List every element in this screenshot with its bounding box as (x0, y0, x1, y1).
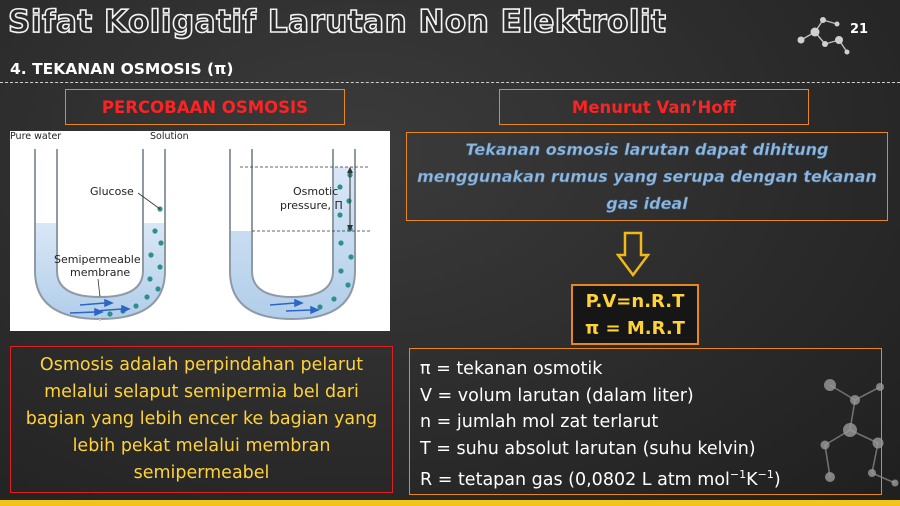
osmosis-definition: Osmosis adalah perpindahan pelarut melalui selaput semipermia bel dari bagian yang lebih encer ke bagian yang lebih pekat melalui membran semipermeabel (10, 346, 393, 493)
experiment-heading: PERCOBAAN OSMOSIS (65, 89, 345, 125)
legend-r-k: K (746, 469, 758, 490)
header-divider (0, 82, 900, 83)
legend-n: n = jumlah mol zat terlarut (420, 412, 659, 432)
vanthoff-statement: Tekanan osmosis larutan dapat dihitung menggunakan rumus yang serupa dengan tekanan gas ideal (406, 132, 888, 221)
legend-pi: π = tekanan osmotik (420, 359, 603, 379)
legend-r-exp-mol: −1 (729, 468, 747, 481)
molecule-network-icon (800, 365, 900, 495)
label-glucose: Glucose (90, 185, 134, 198)
label-solution: Solution (150, 131, 189, 142)
slide-number: 21 (850, 22, 869, 37)
molecule-icon (793, 10, 853, 60)
osmosis-diagram (10, 131, 390, 331)
formula-box (571, 284, 699, 345)
bottom-accent-bar (0, 500, 900, 506)
legend-r-end: ) (773, 469, 781, 490)
label-osmotic-pressure: pressure, Π (280, 199, 343, 212)
legend-r-exp-k: −1 (757, 468, 774, 481)
formula-osmotic: π = M.R.T (585, 317, 685, 339)
label-osmotic: Osmotic (293, 185, 339, 198)
section-subtitle: 4. TEKANAN OSMOSIS (π) (10, 60, 234, 78)
vanthoff-heading: Menurut Van’Hoff (499, 89, 809, 125)
page-title: Sifat Koligatif Larutan Non Elektrolit (8, 4, 667, 40)
legend-t: T = suhu absolut larutan (suhu kelvin) (420, 438, 756, 459)
formula-ideal-gas: P.V=n.R.T (585, 290, 685, 312)
arrow-down-icon (616, 231, 650, 277)
legend-v: V = volum larutan (dalam liter) (420, 385, 694, 406)
label-pure-water: Pure water (10, 131, 62, 142)
label-membrane: membrane (70, 266, 131, 279)
label-semipermeable: Semipermeable (54, 253, 141, 266)
legend-r-main: R = tetapan gas (0,0802 L atm mol (420, 469, 730, 490)
